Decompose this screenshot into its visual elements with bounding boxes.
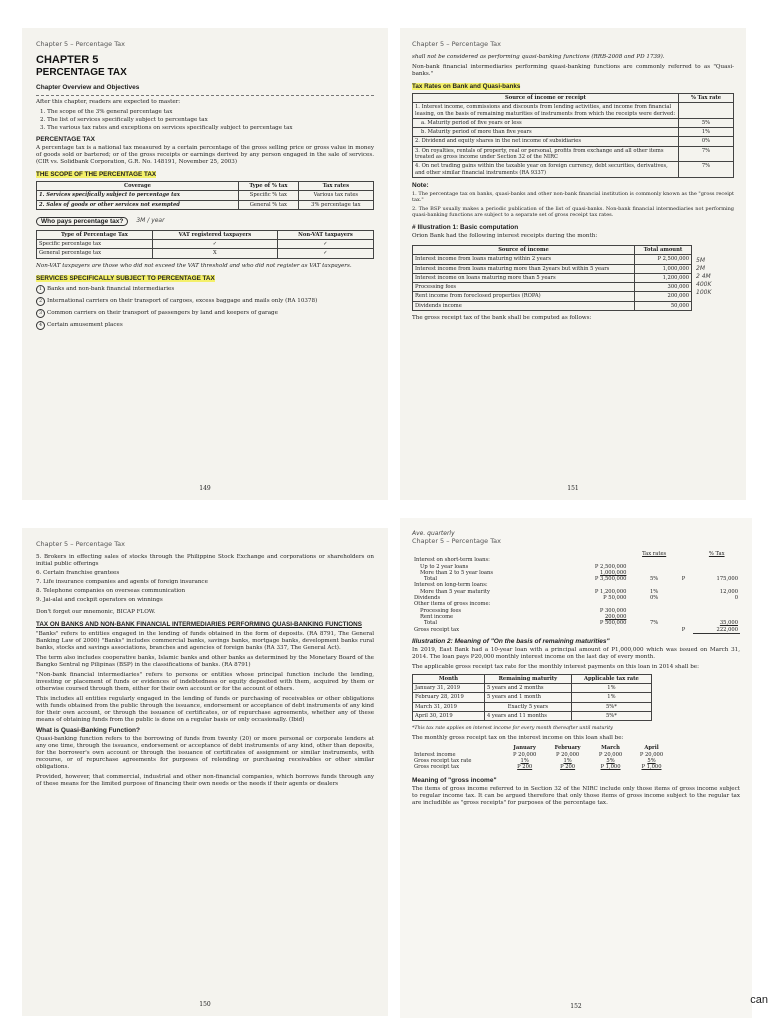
note-label: Note: <box>412 181 429 189</box>
illustration-title: Illustration 1: Basic computation <box>417 223 519 231</box>
table-cell: P 2,500,000 <box>635 255 692 264</box>
table-cell: 5% <box>606 757 615 764</box>
list-item: 8. Telephone companies on overseas communication <box>36 588 186 594</box>
table-header: Source of income or receipt <box>413 94 679 103</box>
list-item <box>36 309 374 318</box>
table-cell: 1. Interest income, commissions and discounts from lending activities, and income from financial leasing, on the basis of remaining maturities of instruments from which the receipts were derived: <box>413 103 679 119</box>
table-cell: 0% <box>650 595 659 602</box>
table-cell: Other items of gross income: <box>414 601 491 608</box>
number-circle: 3 <box>36 309 45 318</box>
table-cell: 1% <box>571 693 651 702</box>
table-cell: Interest income from loans maturing more than 2years but within 5 years <box>413 264 635 273</box>
table-header: Applicable tax rate <box>571 674 651 683</box>
table-cell: 5% <box>647 757 656 764</box>
table-row <box>413 712 652 721</box>
paragraph: This includes all entities regularly engaged in the lending of funds or purchasing of receivables or other obligations with funds obtained from the public through the issuance, endorsement or acceptance of debt instruments of any kind for their own account, or through the issuance of certificates, or of repurchase agreements, whether any of these means of obtaining funds from the public is done on a regular basis or only occasionally. (Ibid) <box>36 696 374 723</box>
table-header: Source of income <box>413 245 635 254</box>
quasi-banking-text: Quasi-banking function refers to the borrowing of funds from twenty (20) or more personal or corporate lenders at any one time, through the issuance, endorsement or acceptance of debt instruments of any kind, other than deposits, for the borrower's own account or through the issuance of certificates of assignment or similar instruments, with recourse, or of repurchase agreements for purposes of relending or purchasing receivables or other similar obligations. <box>36 736 374 770</box>
table-row <box>413 162 734 178</box>
table-cell: Total <box>424 620 438 627</box>
table-cell: Interest income from loans maturing within 2 years <box>413 255 635 264</box>
table-cell: 12,000 <box>719 588 738 595</box>
page-151 <box>400 28 746 500</box>
table-header: VAT registered taxpayers <box>152 230 277 239</box>
table-cell: 0% <box>679 137 734 146</box>
table-row <box>413 103 734 119</box>
table-cell: 7% <box>679 146 734 162</box>
table-cell: January 31, 2019 <box>413 684 485 693</box>
table-cell: General % tax <box>239 200 299 209</box>
table-cell: P 200 <box>517 764 533 771</box>
services-list <box>36 285 374 330</box>
table-cell: 200,000 <box>605 613 627 620</box>
table-row <box>413 118 734 127</box>
percentage-tax-heading: PERCENTAGE TAX <box>36 136 95 143</box>
table-cell: P 50,000 <box>603 595 627 602</box>
column-header: January <box>513 745 536 752</box>
table-cell: 5%* <box>571 712 651 721</box>
page-header: Chapter 5 – Percentage Tax <box>36 540 125 548</box>
column-header: February <box>554 745 581 752</box>
table-cell: Specific % tax <box>239 191 299 200</box>
table-header: Tax rates <box>298 182 373 191</box>
list-item <box>36 285 374 294</box>
table-cell: General percentage tax <box>37 249 153 258</box>
monthly-tax-table <box>412 745 672 770</box>
services-heading: SERVICES SPECIFICALLY SUBJECT TO PERCENTAGE TAX <box>36 274 215 282</box>
table-cell: Gross receipt tax rate <box>414 757 472 764</box>
table-row <box>37 200 374 209</box>
objective-item: 2. The list of services specifically subject to percentage tax <box>40 117 208 123</box>
table-cell: P 20,000 <box>513 751 537 758</box>
table-row <box>37 240 374 249</box>
chapter-title: CHAPTER 5 <box>36 54 99 66</box>
column-header: March <box>601 745 620 752</box>
objective-item: 3. The various tax rates and exceptions on services specifically subject to percentage tax <box>40 125 293 131</box>
table-row <box>412 627 740 634</box>
page-number: 152 <box>570 1003 582 1010</box>
number-circle: 1 <box>36 285 45 294</box>
table-cell: P 2,500,000 <box>594 563 627 570</box>
table-row <box>413 702 652 711</box>
table-cell: P <box>681 576 686 583</box>
income-table <box>412 245 692 311</box>
table-cell: b. Maturity period of more than five years <box>413 128 679 137</box>
table-cell: Dividends <box>414 595 441 602</box>
table-cell: 1. Services specifically subject to percentage tax <box>37 191 239 200</box>
table-cell: More than 5 year maturity <box>420 588 490 595</box>
table-row <box>413 146 734 162</box>
intro-text: After this chapter, readers are expected to master: <box>36 99 181 105</box>
check-mark: ✓ <box>277 240 373 249</box>
who-pays-heading: Who pays percentage tax? <box>36 217 128 226</box>
cross-mark: X <box>152 249 277 258</box>
table-cell: Interest income on loans maturing more than 5 years <box>413 273 635 282</box>
table-cell: P 500,000 <box>599 620 627 627</box>
handwritten-note: 400K <box>696 280 712 288</box>
table-cell: 1,000,000 <box>600 569 627 576</box>
illustration-title: Illustration 2: Meaning of "On the basis of remaining maturities" <box>412 637 610 645</box>
tax-rates-table <box>412 93 734 178</box>
page-149 <box>22 28 388 500</box>
quasi-banking-heading: What is Quasi-Banking Function? <box>36 727 140 734</box>
list-item-text: Common carriers on their transport of passengers by land and keepers of garage <box>47 309 278 316</box>
list-item <box>36 297 374 306</box>
table-cell: P 1,000 <box>641 764 662 771</box>
handwritten-note: 2 4M <box>696 272 711 280</box>
table-cell: 2. Sales of goods or other services not exempted <box>37 200 239 209</box>
table-cell: 222,000 <box>693 627 740 634</box>
table-cell: 1% <box>650 588 659 595</box>
gross-income-text: The items of gross income referred to in Section 32 of the NIRC include only those items of gross income subject to regular income tax. It can be argued therefore that only those items of gross income subject to the regular tax are includible as "gross receipts" for purposes of the percentage tax. <box>412 785 740 806</box>
table-cell: 3. On royalties, rentals of property, real or personal, profits from exchange and all other items treated as gross income under Section 32 of the NIRC <box>413 146 679 162</box>
closing-text: The gross receipt tax of the bank shall be computed as follows: <box>412 315 592 322</box>
edge-text: can <box>750 994 768 1006</box>
page-150 <box>22 528 388 1016</box>
table-cell: P 200 <box>560 764 576 771</box>
table-cell: 4 years and 11 months <box>484 712 571 721</box>
applicable-text: The applicable gross receipt tax rate for the monthly interest payments on this loan in 2014 shall be: <box>412 663 699 670</box>
handwritten-note: Ave. quarterly <box>412 530 455 537</box>
table-cell: 35,000 <box>719 620 738 627</box>
table-row <box>413 273 692 282</box>
table-cell: 7% <box>679 162 734 178</box>
table-cell: 5 years and 1 month <box>484 693 571 702</box>
divider <box>36 95 374 96</box>
table-cell: Processing fees <box>413 283 635 292</box>
table-cell: Dividends income <box>413 301 635 310</box>
table-row <box>413 255 692 264</box>
handwritten-note: 2M <box>696 264 705 272</box>
note-item: 2. The BSP usually makes a periodic publication of the list of quasi-banks. Non-bank financial intermediaries not performing quasi-banking functions are subject to a separate set of gross receipt tax rates. <box>412 205 734 218</box>
table-cell: 1% <box>679 128 734 137</box>
table-row <box>413 137 734 146</box>
page-number: 151 <box>567 485 579 492</box>
table-cell: Interest on short-term loans: <box>414 557 490 564</box>
list-item-text: International carriers on their transport of cargoes, excess baggage and mails only (RA 10378) <box>47 297 318 304</box>
table-cell: Interest on long-term loans: <box>414 582 488 589</box>
list-item-text: Banks and non-bank financial intermediaries <box>47 285 175 292</box>
mnemonic-text: Don't forget our mnemonic, BICAP FLOW. <box>36 609 156 615</box>
table-cell: 0 <box>734 595 738 602</box>
table-row <box>413 283 692 292</box>
table-cell: Specific percentage tax <box>37 240 153 249</box>
table-header: Month <box>413 674 485 683</box>
table-cell: P 20,000 <box>598 751 623 758</box>
table-header: % Tax rate <box>679 94 734 103</box>
list-item: 5. Brokers in effecting sales of stocks through the Philippine Stock Exchange and corporations or shareholders on initial public offerings <box>36 554 374 567</box>
note-item: 1. The percentage tax on banks, quasi-banks and other non-bank financial institution is commonly known as the "gross receipt tax." <box>412 190 734 203</box>
column-header: % Tax <box>708 551 725 557</box>
table-cell: Interest income <box>414 751 456 758</box>
table-cell: February 28, 2019 <box>413 693 485 702</box>
hash-icon: # <box>412 223 416 231</box>
number-circle: 4 <box>36 321 45 330</box>
table-row <box>413 128 734 137</box>
scope-heading: THE SCOPE OF THE PERCENTAGE TAX <box>36 171 157 178</box>
table-cell: 7% <box>650 620 659 627</box>
chapter-name: PERCENTAGE TAX <box>36 67 127 78</box>
page-number: 150 <box>199 1001 211 1008</box>
paragraph: "Non-bank financial intermediaries" refers to persons or entities whose principal function include the lending, investing or placement of funds or evidences of indebtedness or equity deposited with them, acquired by them or otherwise coursed through them, either for their own account or for the account of others. <box>36 672 374 692</box>
list-item: 9. Jai-alai and cockpit operators on winnings <box>36 597 163 603</box>
table-cell: Rent income <box>420 613 454 620</box>
page-header: Chapter 5 – Percentage Tax <box>36 40 125 48</box>
table-cell: Gross receipt tax <box>414 626 460 633</box>
list-item: 6. Certain franchise grantees <box>36 570 120 576</box>
table-cell: 300,000 <box>635 283 692 292</box>
objective-item: 1. The scope of the 3% general percentage tax <box>40 109 173 115</box>
table-cell: More than 2 to 5 year loans <box>420 569 493 576</box>
table-cell: P 3,500,000 <box>594 576 627 583</box>
paragraph: The term also includes cooperative banks, Islamic banks and other banks as determined by the Monetary Board of the Bangko Sentral ng Pilipinas (BSP) in the classifications of banks. (RA 8791) <box>36 655 374 668</box>
monthly-intro: The monthly gross receipt tax on the interest income on this loan shall be: <box>412 735 624 742</box>
table-cell: 5 years and 2 months <box>484 684 571 693</box>
handwritten-note: 100K <box>696 288 712 296</box>
table-cell: P <box>681 626 686 633</box>
list-item-text: Certain amusement places <box>47 321 123 328</box>
nonvat-text: Non-VAT taxpayers are those who did not exceed the VAT threshold and who did not register as VAT taxpayers. <box>36 262 352 269</box>
rates-heading: Tax Rates on Bank and Quasi-banks <box>412 83 521 90</box>
table-header: Coverage <box>37 182 239 191</box>
illustration-intro: Orion Bank had the following interest receipts during the month: <box>412 232 598 239</box>
table-cell: 3% percentage tax <box>298 200 373 209</box>
table-cell: Exactly 5 years <box>484 702 571 711</box>
table-cell: Total <box>424 576 438 583</box>
table-row <box>412 764 672 770</box>
table-cell: 200,000 <box>635 292 692 301</box>
gross-income-heading: Meaning of "gross income" <box>412 776 497 784</box>
handwritten-note: 5M <box>696 256 705 264</box>
check-mark: ✓ <box>277 249 373 258</box>
table-row <box>413 301 692 310</box>
provided-text: Provided, however, that commercial, industrial and other non-financial companies, which borrows funds through any of these means for the limited purpose of financing their own needs or the needs if their agents or dealers <box>36 774 374 787</box>
table-cell: Gross receipt tax <box>414 764 460 771</box>
table-cell: P 20,000 <box>639 751 664 758</box>
table-cell: a. Maturity period of five years or less <box>413 118 679 127</box>
table-cell: 1% <box>571 684 651 693</box>
table-cell: Rent income from foreclosed properties (ROPA) <box>413 292 635 301</box>
table-cell: Various tax rates <box>298 191 373 200</box>
table-row <box>413 292 692 301</box>
page-number: 149 <box>199 485 211 492</box>
page-header: Chapter 5 – Percentage Tax <box>412 40 501 48</box>
handwritten-note: 3M / year <box>136 217 165 225</box>
who-pays-table <box>36 230 374 259</box>
table-cell: 1,200,000 <box>635 273 692 282</box>
section-heading: TAX ON BANKS AND NON-BANK FINANCIAL INTERMEDIARIES PERFORMING QUASI-BANKING FUNCTIONS <box>36 621 362 628</box>
percentage-tax-definition: A percentage tax is a national tax measured by a certain percentage of the gross selling price or gross value in money of goods sold or bartered; or of the gross receipts or earnings derived by any person engaged in the sale of services. (CIR vs. Solidbank Corporation, G.R. No. 148191, November 25, 2003) <box>36 145 374 165</box>
table-cell: 50,000 <box>635 301 692 310</box>
list-item <box>36 321 374 330</box>
column-header: April <box>644 745 659 752</box>
table-cell: 1% <box>563 757 572 764</box>
table-cell: Processing fees <box>420 607 462 614</box>
table-cell: March 31, 2019 <box>413 702 485 711</box>
table-cell: 5%* <box>571 702 651 711</box>
page-152 <box>400 518 752 1018</box>
services-list-continued <box>36 554 374 604</box>
table-cell: 1,000,000 <box>635 264 692 273</box>
table-header: Type of % tax <box>239 182 299 191</box>
table-cell <box>679 103 734 119</box>
quasi-banks-text: Non-bank financial intermediaries performing quasi-banking functions are commonly referred to as "Quasi-banks." <box>412 64 734 77</box>
column-header: Tax rates <box>642 551 667 557</box>
table-row <box>413 264 692 273</box>
table-cell: 175,000 <box>716 576 738 583</box>
computation-table <box>412 551 740 634</box>
table-cell: P 1,000 <box>600 764 621 771</box>
page-header: Chapter 5 – Percentage Tax <box>412 537 501 545</box>
table-cell: P 1,200,000 <box>594 588 627 595</box>
table-cell: P 300,000 <box>599 607 627 614</box>
table-cell: P 20,000 <box>555 751 580 758</box>
footnote: *This tax rate applies on interest income for every month thereafter until maturity <box>412 726 613 732</box>
intro-text: shall not be considered as performing quasi-banking functions (RRB-2008 and PD 1739). <box>412 54 665 60</box>
table-row <box>413 693 652 702</box>
table-cell: Up to 2 year loans <box>420 563 469 570</box>
table-row <box>37 249 374 258</box>
table-header: Non-VAT taxpayers <box>277 230 373 239</box>
paragraph: "Banks" refers to entities engaged in the lending of funds obtained in the form of deposits. (RA 8791, The General Banking Law of 2000) "Banks" includes commercial banks, savings banks, mortgage banks, development banks rural banks, stocks and savings associations, branches and agencies of foreign banks (RA 337, The General Act). <box>36 631 374 651</box>
objectives-list <box>36 109 374 132</box>
table-cell: 2. Dividend and equity shares in the net income of subsidiaries <box>413 137 679 146</box>
table-cell: 5% <box>679 118 734 127</box>
table-cell: April 30, 2019 <box>413 712 485 721</box>
overview-title: Chapter Overview and Objectives <box>36 84 140 91</box>
table-cell: 1% <box>520 757 529 764</box>
table-cell: 5% <box>650 576 659 583</box>
list-item: 7. Life insurance companies and agents of foreign insurance <box>36 579 208 585</box>
table-header: Total amount <box>635 245 692 254</box>
number-circle: 2 <box>36 297 45 306</box>
table-cell: 4. On net trading gains within the taxable year on foreign currency, debt securities, derivatives, and other similar financial instruments (RA 9337) <box>413 162 679 178</box>
table-row <box>37 191 374 200</box>
maturity-table <box>412 674 652 721</box>
illustration-text: In 2019, East Bank had a 10-year loan with a principal amount of P1,000,000 which was issued on March 31, 2014. The loan pays P20,000 monthly interest income on the last day of every month. <box>412 646 740 660</box>
table-row <box>413 684 652 693</box>
table-header: Type of Percentage Tax <box>37 230 153 239</box>
scope-table <box>36 181 374 210</box>
check-mark: ✓ <box>152 240 277 249</box>
table-header: Remaining maturity <box>484 674 571 683</box>
